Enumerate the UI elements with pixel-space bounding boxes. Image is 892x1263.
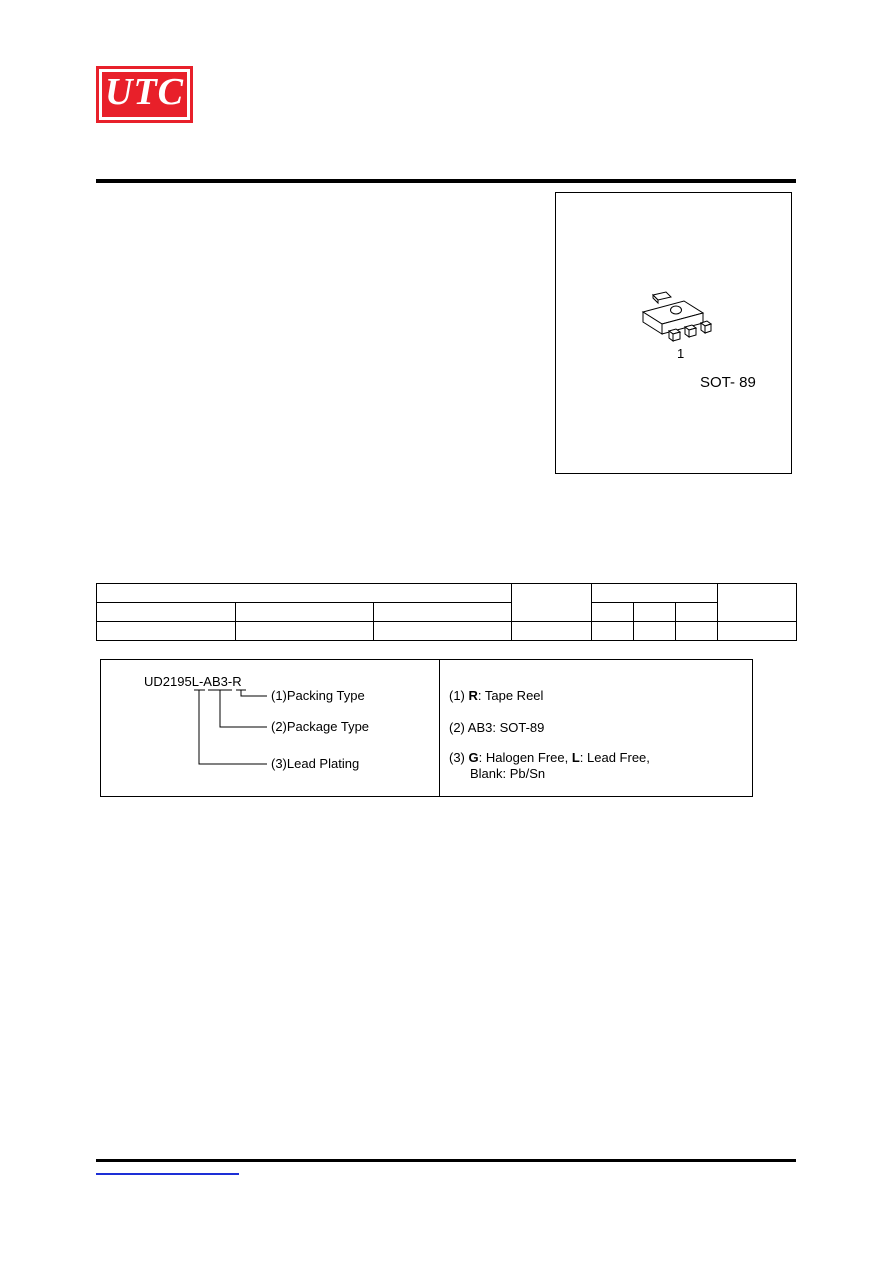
table-cell xyxy=(97,603,236,622)
legend-plating xyxy=(449,750,650,765)
pin-one-label: 1 xyxy=(677,346,685,361)
legend-text: : Halogen Free, xyxy=(478,750,572,765)
part-number-package: AB3 xyxy=(203,674,228,689)
table-cell xyxy=(236,603,374,622)
legend-plating-blank: Blank: Pb/Sn xyxy=(470,766,546,781)
callout-lead-plating: (3)Lead Plating xyxy=(271,756,360,771)
part-number-separator: - xyxy=(227,674,233,689)
legend-text: : Tape Reel xyxy=(477,688,544,703)
table-cell xyxy=(592,622,634,641)
sot89-package-drawing xyxy=(641,291,716,353)
table-row xyxy=(97,622,797,641)
legend-text: : Lead Free, xyxy=(579,750,650,765)
callout-lines xyxy=(101,660,439,796)
table-cell xyxy=(236,622,374,641)
legend-packing xyxy=(449,688,543,703)
callout-package-type: (2)Package Type xyxy=(271,719,370,734)
table-cell xyxy=(97,622,236,641)
footer-rule xyxy=(96,1159,796,1162)
package-label: SOT- 89 xyxy=(700,374,756,391)
header-rule xyxy=(96,179,796,183)
table-cell xyxy=(592,584,718,603)
code-box-divider xyxy=(439,660,440,796)
table-cell xyxy=(97,584,512,603)
table-cell xyxy=(676,622,718,641)
ordering-code-box xyxy=(100,659,753,797)
part-number-plating: L xyxy=(191,674,199,689)
table-cell xyxy=(374,622,512,641)
table-cell xyxy=(634,622,676,641)
table-cell xyxy=(512,622,592,641)
legend-text: (3) xyxy=(449,750,469,765)
legend-text: (1) xyxy=(449,688,469,703)
package-outline-panel xyxy=(555,192,792,474)
logo-text: UTC xyxy=(105,71,184,113)
table-cell xyxy=(718,622,797,641)
legend-package: (2) AB3: SOT-89 xyxy=(449,720,545,735)
table-cell xyxy=(718,584,797,622)
part-number-separator: - xyxy=(198,674,204,689)
utc-logo xyxy=(96,66,193,123)
table-row xyxy=(97,584,797,603)
ordering-information-table xyxy=(96,583,797,641)
table-cell xyxy=(512,584,592,622)
part-number-packing: R xyxy=(232,674,242,689)
table-cell xyxy=(676,603,718,622)
table-cell xyxy=(634,603,676,622)
package-hole xyxy=(671,306,682,314)
legend-code: L xyxy=(571,750,580,765)
footer-website-link[interactable] xyxy=(96,1173,239,1175)
table-row xyxy=(97,603,797,622)
table-cell xyxy=(592,603,634,622)
legend-code: R xyxy=(468,688,478,703)
table-cell xyxy=(374,603,512,622)
part-number-prefix: UD2195 xyxy=(144,674,192,689)
legend-code: G xyxy=(468,750,479,765)
callout-packing-type: (1)Packing Type xyxy=(271,688,365,703)
